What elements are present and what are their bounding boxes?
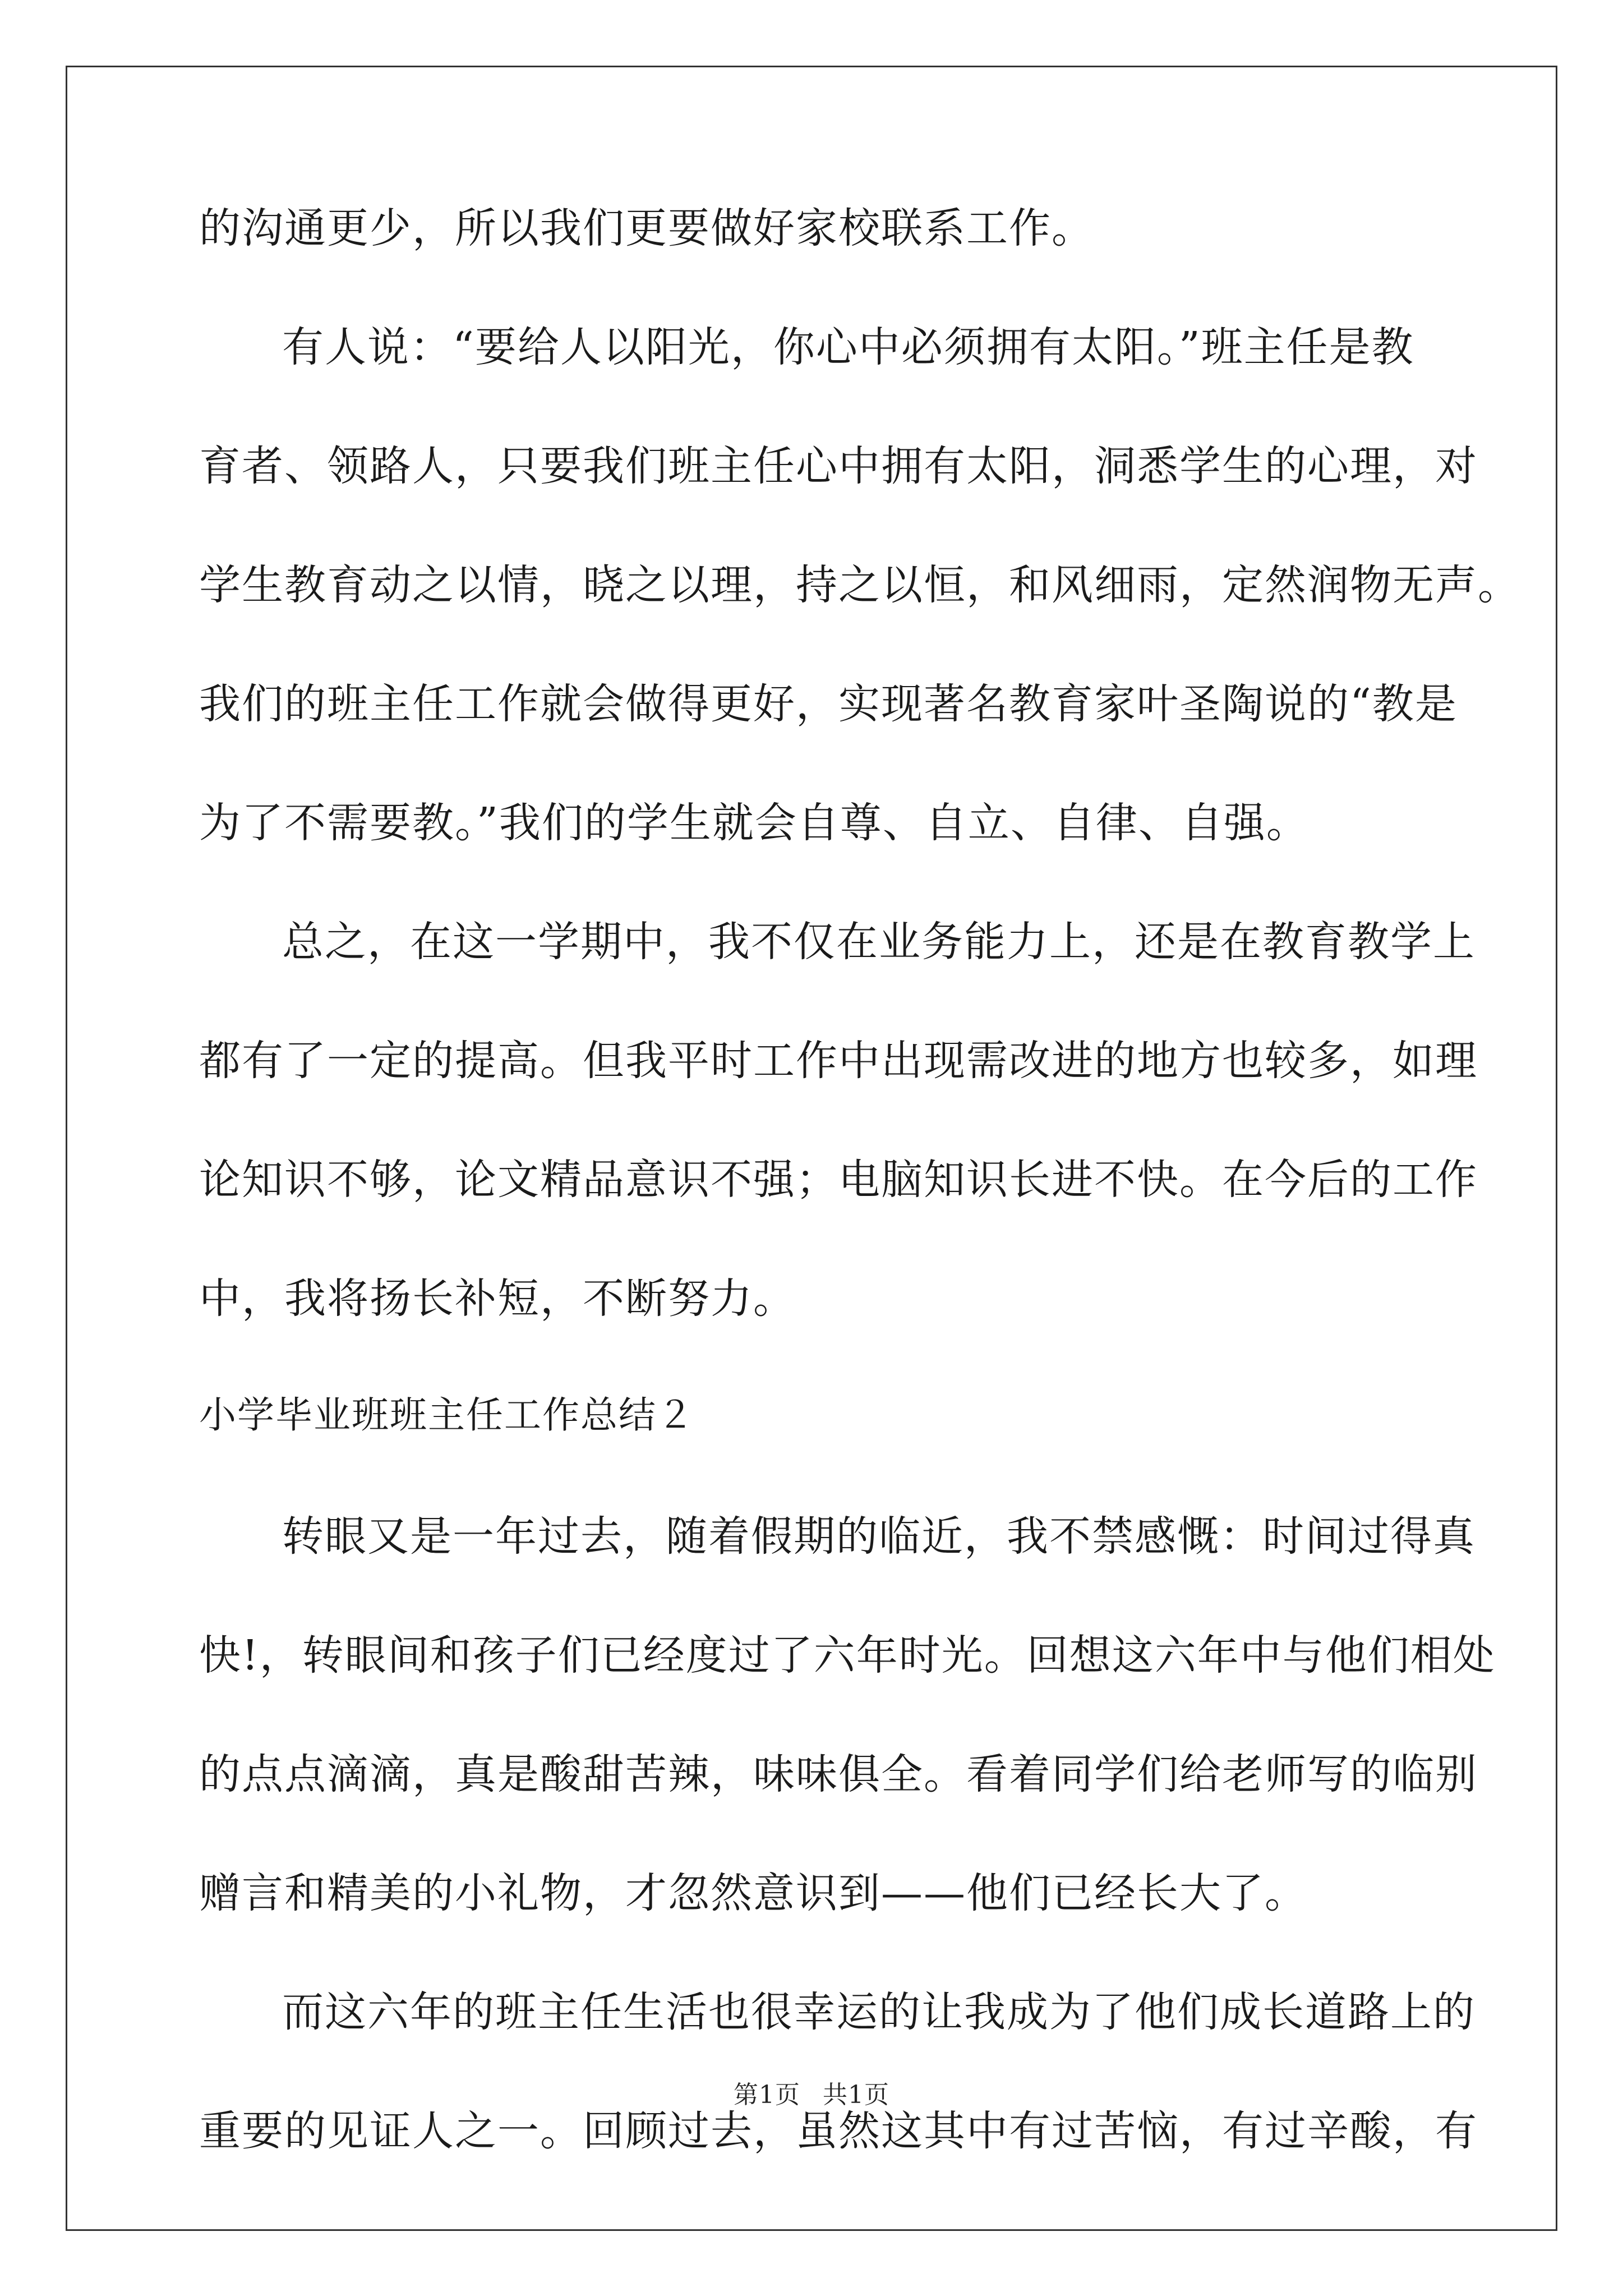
text-line: 快!，转眼间和孩子们已经度过了六年时光。回想这六年中与他们相处 [199,1631,1496,1680]
page-number: 第1页 [734,2081,800,2109]
text-line: 学生教育动之以情，晓之以理，持之以恒，和风细雨，定然润物无声。 [199,561,1520,609]
text-line: 的点点滴滴，真是酸甜苦辣，味味俱全。看着同学们给老师写的临别 [199,1750,1478,1798]
page-total: 共1页 [823,2081,889,2109]
text-line: 赠言和精美的小礼物，才忽然意识到——他们已经长大了。 [199,1869,1307,1917]
text-line: 中，我将扬长补短，不断努力。 [199,1274,796,1323]
paragraph-start: 转眼又是一年过去，随着假期的临近，我不禁感慨：时间过得真 [282,1512,1476,1561]
text-line: 论知识不够，论文精品意识不强；电脑知识长进不快。在今后的工作 [199,1156,1478,1204]
text-line: 重要的见证人之一。回顾过去，虽然这其中有过苦恼，有过辛酸，有 [199,2107,1478,2155]
document-body [199,204,1520,2229]
paragraph-start: 有人说：“要给人以阳光，你心中必须拥有太阳。”班主任是教 [282,323,1414,371]
section-heading: 小学毕业班班主任工作总结２ [199,1393,695,1437]
text-line: 我们的班主任工作就会做得更好，实现著名教育家叶圣陶说的“教是 [199,680,1458,728]
page-footer [0,2083,1623,2108]
text-line: 育者、领路人，只要我们班主任心中拥有太阳，洞悉学生的心理，对 [199,442,1478,490]
text-line: 的沟通更少，所以我们更要做好家校联系工作。 [199,204,1094,252]
text-line: 为了不需要教。”我们的学生就会自尊、自立、自律、自强。 [199,799,1309,847]
text-line: 都有了一定的提高。但我平时工作中出现需改进的地方也较多，如理 [199,1037,1478,1085]
paragraph-start: 而这六年的班主任生活也很幸运的让我成为了他们成长道路上的 [282,1988,1476,2036]
paragraph-start: 总之，在这一学期中，我不仅在业务能力上，还是在教育教学上 [282,918,1476,966]
